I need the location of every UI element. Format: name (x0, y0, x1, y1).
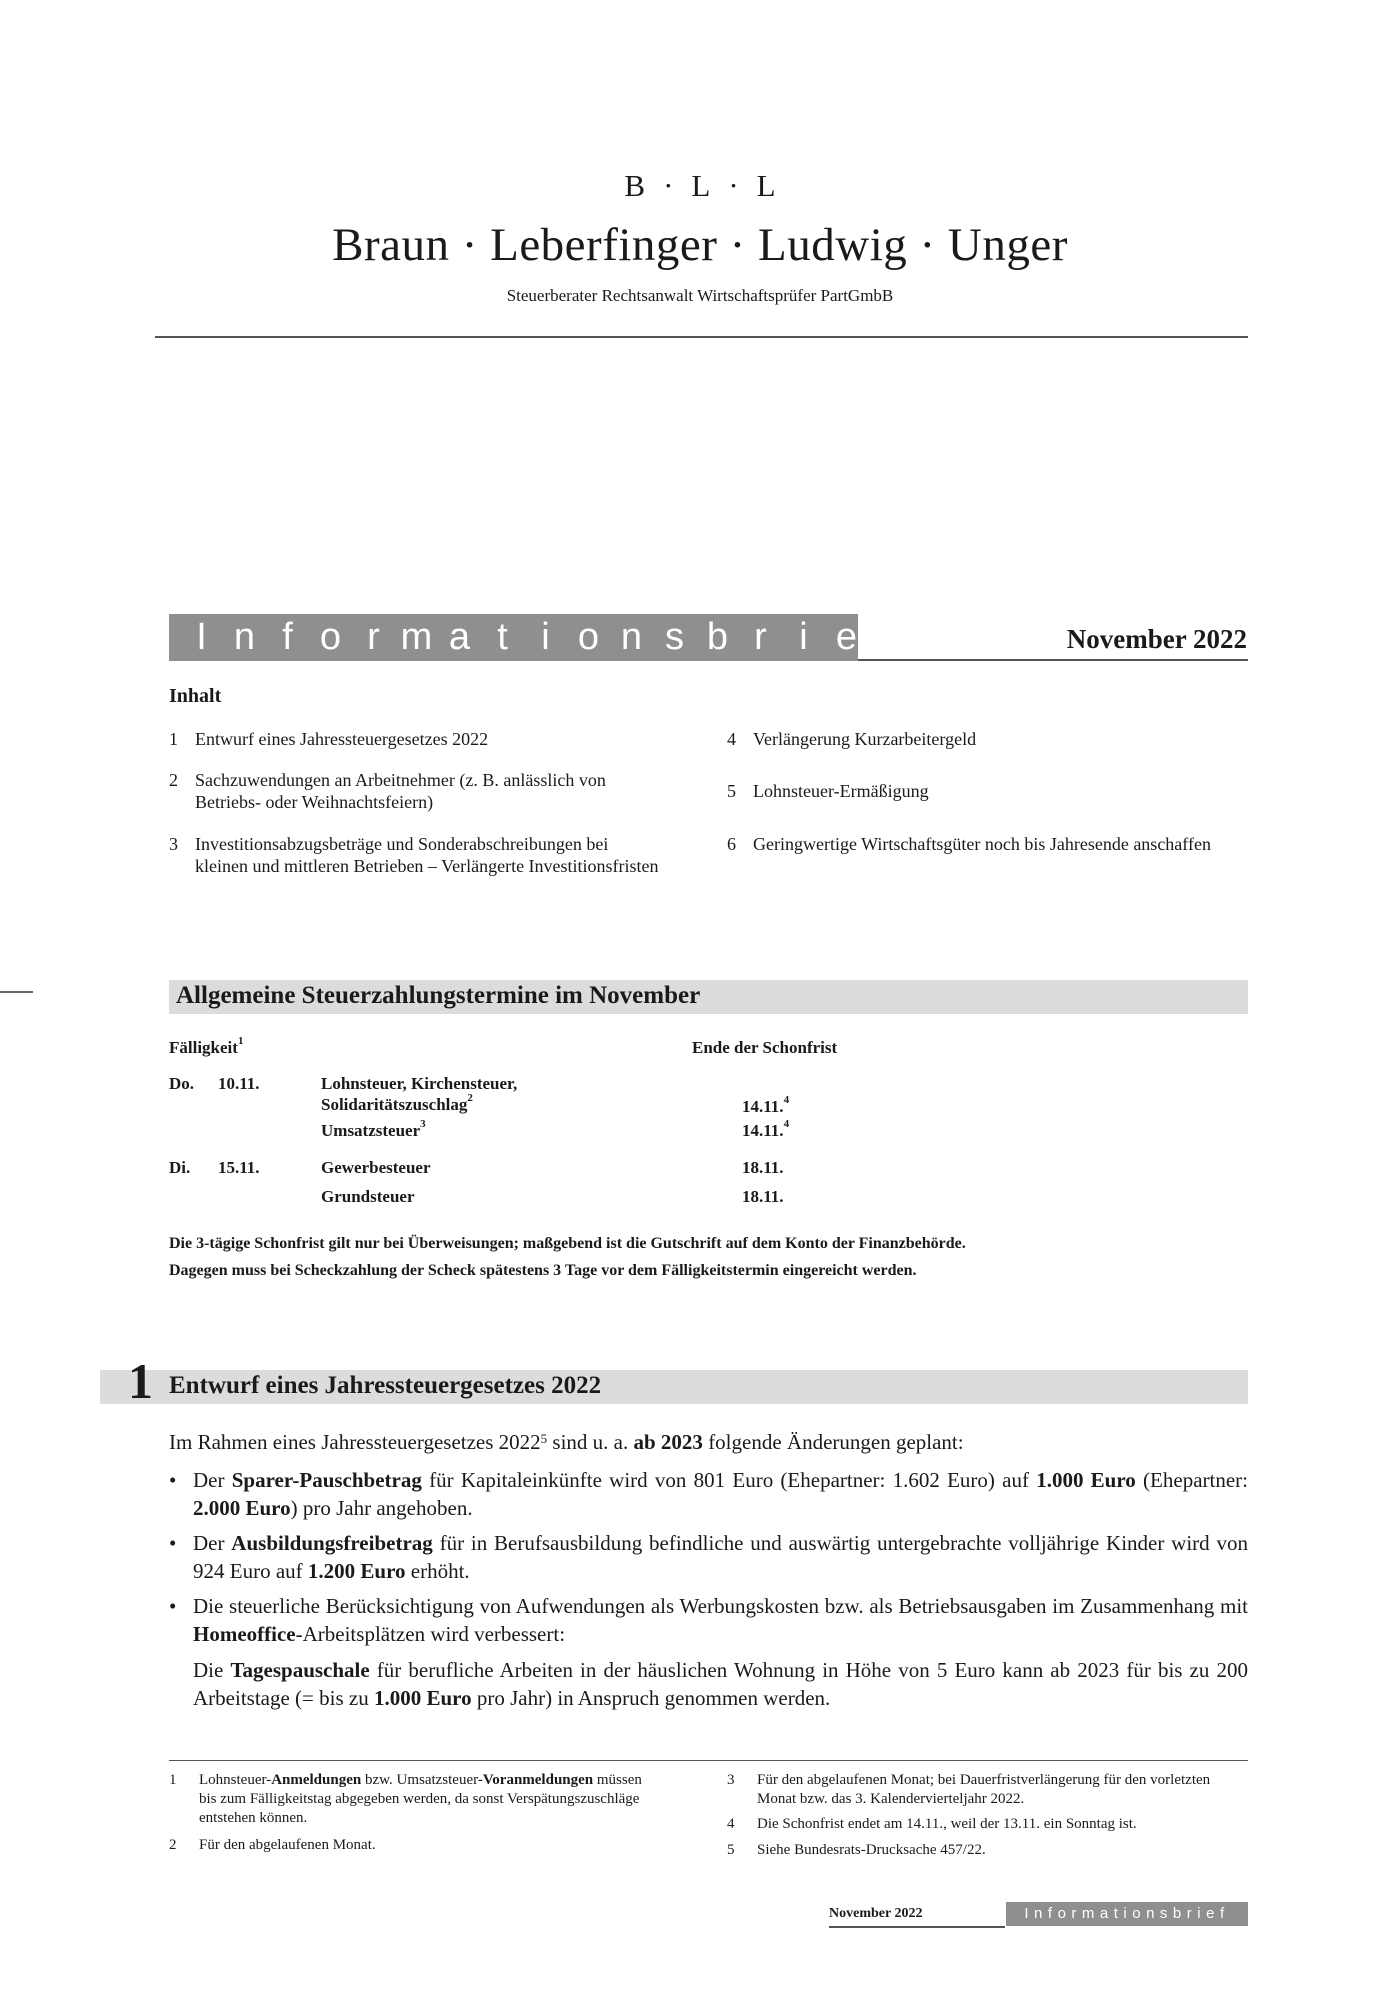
bullet-text (193, 1529, 1248, 1585)
footnote (169, 1771, 689, 1831)
banner-underline (858, 659, 1248, 661)
toc-item (727, 780, 1247, 802)
row-date: 10.11. (218, 1074, 260, 1093)
toc-number: 4 (727, 729, 736, 749)
footnote-ref: 2 (467, 1092, 473, 1104)
row-tax (321, 1118, 426, 1141)
text-run: folgende Änderungen geplant: (702, 1430, 964, 1454)
separator-dot: · (663, 168, 674, 203)
schonfrist-note: Die 3-tägige Schonfrist gilt nur bei Überweisungen; maßgebend ist die Gutschrift auf dem Konto der Finanzbehörde. (169, 1235, 966, 1252)
banner-letter: i (799, 616, 808, 658)
banner-letter: b (706, 616, 729, 658)
text-run: für in Berufsausbildung befindliche und auswärtig untergebrachte volljährige Kinder wird von 924 Euro auf (193, 1531, 1248, 1583)
row-end: 18.11. (742, 1187, 784, 1206)
letterhead-divider (155, 336, 1248, 338)
end-date: 14.11. (742, 1121, 784, 1140)
row-end (742, 1094, 790, 1117)
banner-letter: m (400, 616, 433, 658)
banner-letter: I (196, 616, 207, 658)
footnote-text: Siehe Bundesrats-Drucksache 457/22. (757, 1842, 986, 1858)
bullet-text (193, 1592, 1248, 1648)
text-run: Die (193, 1658, 231, 1682)
banner-letter: f (884, 616, 895, 658)
text-run: pro Jahr) in Anspruch genommen werden. (471, 1686, 831, 1710)
footnote-ref: 5 (540, 1431, 548, 1446)
row-end: 18.11. (742, 1158, 784, 1177)
bullet-icon: • (169, 1594, 177, 1618)
toc-text: Geringwertige Wirtschaftsgüter noch bis Jahresende anschaffen (753, 834, 1211, 854)
toc-number: 2 (169, 770, 178, 790)
section-number: 1 (128, 1353, 153, 1409)
firm-subtitle: Steuerberater Rechtsanwalt Wirtschaftsprüfer PartGmbB (506, 286, 894, 305)
banner-letter: f (282, 616, 293, 658)
toc-item (169, 769, 669, 813)
tax-label: Solidaritätszuschlag (321, 1095, 468, 1114)
section-title: Entwurf eines Jahressteuergesetzes 2022 (169, 1372, 602, 1399)
bullet-item (169, 1592, 1248, 1648)
footer-underline (829, 1926, 1005, 1928)
letterhead-initials (0, 168, 1400, 204)
bullet-icon: • (169, 1468, 177, 1492)
footnote-text: Für den abgelaufenen Monat. (199, 1837, 376, 1853)
text-run-bold: Tagespauschale (230, 1658, 370, 1682)
footnote-number: 5 (727, 1842, 735, 1858)
banner-letter: i (541, 616, 550, 658)
footnote-ref: 4 (783, 1118, 790, 1130)
contents-heading: Inhalt (169, 685, 222, 707)
banner-letter: r (367, 616, 380, 658)
banner-letter: e (835, 616, 858, 658)
text-run: Im Rahmen eines Jahressteuergesetzes 2022 (169, 1430, 541, 1454)
text-run: sind u. a. (547, 1430, 634, 1454)
banner-letter: n (233, 616, 256, 658)
text-run: müssen bis zum Fälligkeitstag abgegeben werden, da sonst Verspätungszuschläge entstehen können. (199, 1772, 642, 1826)
bullet-text (193, 1466, 1248, 1522)
footnote-ref: 3 (420, 1118, 426, 1130)
fold-mark (0, 991, 33, 993)
firm-name: Braun · Leberfinger · Ludwig · Unger (332, 219, 1068, 271)
banner-letter: n (620, 616, 643, 658)
initial-2: L (691, 168, 711, 203)
initial-3: L (756, 168, 776, 203)
row-day: Di. (169, 1158, 191, 1177)
toc-text: Verlängerung Kurzarbeitergeld (753, 729, 977, 749)
bullet-icon: • (169, 1531, 177, 1555)
text-run: -Arbeitsplätzen wird verbessert: (295, 1622, 566, 1646)
footnote-text: Für den abgelaufenen Monat; bei Dauerfristverlängerung für den vorletzten Monat bzw. das 3. Kalendervierteljahr 2022. (757, 1772, 1211, 1807)
row-day: Do. (169, 1074, 195, 1093)
toc-text: Lohnsteuer-Ermäßigung (753, 781, 929, 801)
footnote-text (199, 1771, 659, 1828)
banner-letter: a (448, 616, 471, 658)
footnote (727, 1815, 1247, 1835)
banner-letter: s (665, 616, 684, 658)
separator-dot: · (728, 168, 739, 203)
homeoffice-paragraph (193, 1656, 1248, 1712)
toc-number: 1 (169, 729, 178, 749)
footnote-number: 3 (727, 1772, 735, 1788)
footnote-text: Die Schonfrist endet am 14.11., weil der 13.11. ein Sonntag ist. (757, 1816, 1137, 1832)
text-run-bold: Voranmeldungen (482, 1772, 594, 1788)
toc-item (727, 833, 1247, 877)
footnote-number: 1 (169, 1772, 177, 1788)
footnote-ref: 4 (783, 1094, 790, 1106)
footnote-ref: 1 (237, 1035, 244, 1047)
banner-letter: r (754, 616, 767, 658)
banner-letter: t (497, 616, 508, 658)
footnote (727, 1771, 1247, 1811)
row-tax: Gewerbesteuer (321, 1158, 431, 1177)
footer-date: November 2022 (829, 1906, 923, 1921)
banner-letter: o (577, 616, 600, 658)
row-tax: Grundsteuer (321, 1187, 415, 1206)
text-run: ) pro Jahr angehoben. (290, 1496, 473, 1520)
text-run-bold: 1.000 Euro (373, 1686, 472, 1710)
end-date: 14.11. (742, 1097, 784, 1116)
footnote-divider (169, 1760, 1248, 1761)
initial-1: B (624, 168, 646, 203)
tax-label: Umsatzsteuer (321, 1121, 421, 1140)
text-run: Der (193, 1531, 232, 1555)
bullet-item (169, 1466, 1248, 1522)
banner-letter: o (319, 616, 342, 658)
col-header-schonfrist: Ende der Schonfrist (692, 1038, 838, 1057)
footnote-number: 4 (727, 1816, 735, 1832)
banner-title (180, 614, 911, 661)
toc-item (169, 728, 669, 750)
text-run-bold: ab 2023 (633, 1430, 703, 1454)
text-run: (Ehepartner: (1135, 1468, 1248, 1492)
col-header-faelligkeit (169, 1035, 244, 1058)
row-end (742, 1118, 790, 1141)
text-run: für Kapitaleinkünfte wird von 801 Euro (Ehepartner: 1.602 Euro) auf (421, 1468, 1037, 1492)
row-date: 15.11. (218, 1158, 260, 1177)
footnote (727, 1841, 1247, 1861)
text-run: Die steuerliche Berücksichtigung von Aufwendungen als Werbungskosten bzw. als Betriebsausgaben im Zusammenhang mit (193, 1594, 1248, 1618)
text-run: bzw. Umsatzsteuer- (361, 1772, 483, 1788)
footer-banner: Informationsbrief (1006, 1902, 1248, 1926)
text-run: Lohnsteuer- (199, 1772, 272, 1788)
text-run: Der (193, 1468, 232, 1492)
text-run-bold: Homeoffice (193, 1622, 296, 1646)
text-run-bold: 1.200 Euro (307, 1559, 406, 1583)
footnote (169, 1836, 689, 1856)
scheck-note: Dagegen muss bei Scheckzahlung der Scheck spätestens 3 Tage vor dem Fälligkeitstermin eingereicht werden. (169, 1262, 917, 1279)
toc-item (169, 833, 669, 899)
toc-number: 5 (727, 781, 736, 801)
toc-text: Investitionsabzugsbeträge und Sonderabschreibungen bei kleinen und mittleren Betrieben – Verlängerte Investitionsfristen (195, 834, 659, 876)
row-tax: Lohnsteuer, Kirchensteuer, (321, 1074, 518, 1093)
termine-title: Allgemeine Steuerzahlungstermine im November (176, 982, 701, 1009)
bullet-item (169, 1529, 1248, 1585)
section-intro (169, 1428, 1248, 1456)
toc-text: Sachzuwendungen an Arbeitnehmer (z. B. anlässlich von Betriebs- oder Weihnachtsfeiern) (195, 770, 606, 812)
toc-number: 3 (169, 834, 178, 854)
text-run-bold: 1.000 Euro (1036, 1468, 1136, 1492)
issue-date: November 2022 (1066, 624, 1247, 654)
text-run-bold: Ausbildungsfreibetrag (231, 1531, 433, 1555)
text-run-bold: Anmeldungen (271, 1772, 362, 1788)
text-run: für berufliche Arbeiten in der häuslichen Wohnung in Höhe von 5 Euro kann ab 2023 für bis zu 200 Arbeitstage (= bis zu (193, 1658, 1248, 1710)
text-run: erhöht. (405, 1559, 470, 1583)
toc-text: Entwurf eines Jahressteuergesetzes 2022 (195, 729, 489, 749)
toc-number: 6 (727, 834, 736, 854)
text-run-bold: 2.000 Euro (193, 1496, 291, 1520)
faelligkeit-label: Fälligkeit (169, 1038, 238, 1057)
footnote-number: 2 (169, 1837, 177, 1853)
text-run-bold: Sparer-Pauschbetrag (231, 1468, 422, 1492)
row-tax (321, 1092, 473, 1115)
toc-item (727, 728, 1247, 750)
